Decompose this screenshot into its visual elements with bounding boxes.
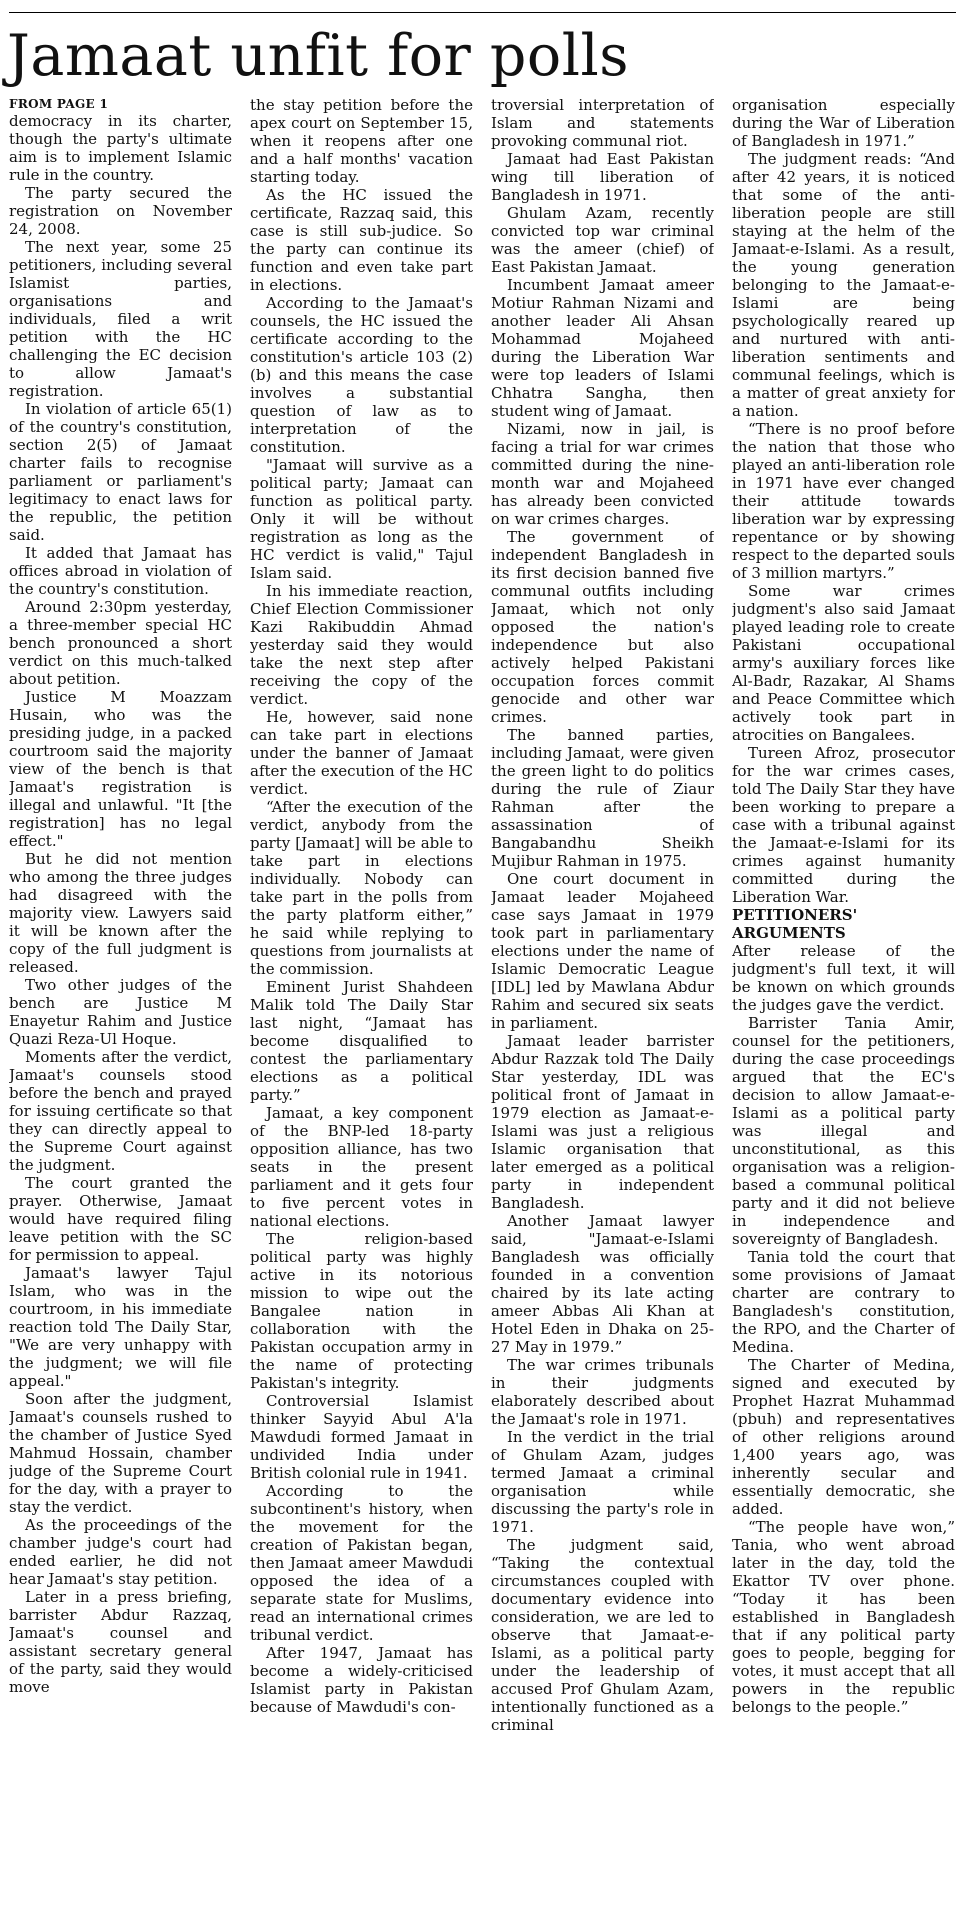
paragraph: Tureen Afroz, prosecutor for the war crimes cases, told The Daily Star they have been working to prepare a case with a tribunal against the Jamaat-e-Islami for its crimes against humanity committed during the Liberation War. bbox=[732, 744, 955, 906]
paragraph: The party secured the registration on November 24, 2008. bbox=[9, 184, 232, 238]
paragraph: The religion-based political party was highly active in its notorious mission to wipe out the Bangalee nation in collaboration with the Pakistan occupation army in the name of protecting Pakistan's integrity. bbox=[250, 1230, 473, 1392]
paragraph: Later in a press briefing, barrister Abdur Razzaq, Jamaat's counsel and assistant secretary general of the party, said they would move bbox=[9, 1588, 232, 1696]
paragraph: The court granted the prayer. Otherwise, Jamaat would have required filing leave petition with the SC for permission to appeal. bbox=[9, 1174, 232, 1264]
subhead: PETITIONERS' ARGUMENTS bbox=[732, 906, 858, 942]
paragraph: Tania told the court that some provisions of Jamaat charter are contrary to Bangladesh's constitution, the RPO, and the Charter of Medina. bbox=[732, 1248, 955, 1356]
paragraph: Jamaat's lawyer Tajul Islam, who was in the courtroom, in his immediate reaction told The Daily Star, "We are very unhappy with the judgment; we will file appeal." bbox=[9, 1264, 232, 1390]
paragraph: “The people have won,” Tania, who went abroad later in the day, told the Ekattor TV over phone. “Today it has been established in Bangladesh that if any political party goes to people, begging for votes, it must accept that all powers in the republic belongs to the people.” bbox=[732, 1518, 955, 1716]
paragraph: In the verdict in the trial of Ghulam Azam, judges termed Jamaat a criminal organisation while discussing the party's role in 1971. bbox=[491, 1428, 714, 1536]
top-rule bbox=[9, 12, 956, 13]
paragraph: “After the execution of the verdict, anybody from the party [Jamaat] will be able to take part in elections individually. Nobody can take part in the polls from the party platform either,” he said while replying to questions from journalists at the commission. bbox=[250, 798, 473, 978]
paragraph: Jamaat had East Pakistan wing till liberation of Bangladesh in 1971. bbox=[491, 150, 714, 204]
paragraph: Controversial Islamist thinker Sayyid Abul A'la Mawdudi formed Jamaat in undivided India under British colonial rule in 1941. bbox=[250, 1392, 473, 1482]
paragraph: “There is no proof before the nation that those who played an anti-liberation role in 1971 have ever changed their attitude towards liberation war by expressing repentance or by showing respect to the departed souls of 3 million martyrs.” bbox=[732, 420, 955, 582]
paragraph: The banned parties, including Jamaat, were given the green light to do politics during the rule of Ziaur Rahman after the assassination of Bangabandhu Sheikh Mujibur Rahman in 1975. bbox=[491, 726, 714, 870]
paragraph: He, however, said none can take part in elections under the banner of Jamaat after the execution of the HC verdict. bbox=[250, 708, 473, 798]
paragraph: After 1947, Jamaat has become a widely-criticised Islamist party in Pakistan because of Mawdudi's con- bbox=[250, 1644, 473, 1716]
paragraph: the stay petition before the apex court on September 15, when it reopens after one and a half months' vacation starting today. bbox=[250, 96, 473, 186]
column-3 bbox=[491, 96, 714, 1901]
paragraph: It added that Jamaat has offices abroad in violation of the country's constitution. bbox=[9, 544, 232, 598]
paragraph: The judgment said, “Taking the contextual circumstances coupled with documentary evidence into consideration, we are led to observe that Jamaat-e-Islami, as a political party under the leadership of accused Prof Ghulam Azam, intentionally functioned as a criminal bbox=[491, 1536, 714, 1734]
paragraph: In his immediate reaction, Chief Election Commissioner Kazi Rakibuddin Ahmad yesterday said they would take the next step after receiving the copy of the verdict. bbox=[250, 582, 473, 708]
paragraph: As the proceedings of the chamber judge's court had ended earlier, he did not hear Jamaat's stay petition. bbox=[9, 1516, 232, 1588]
paragraph: One court document in Jamaat leader Mojaheed case says Jamaat in 1979 took part in parliamentary elections under the name of Islamic Democratic League [IDL] led by Mawlana Abdur Rahim and secured six seats in parliament. bbox=[491, 870, 714, 1032]
column-1 bbox=[9, 96, 232, 1901]
paragraph: The war crimes tribunals in their judgments elaborately described about the Jamaat's role in 1971. bbox=[491, 1356, 714, 1428]
column-2 bbox=[250, 96, 473, 1901]
headline: Jamaat unfit for polls bbox=[7, 23, 629, 89]
paragraph: Nizami, now in jail, is facing a trial for war crimes committed during the nine-month war and Mojaheed has already been convicted on war crimes charges. bbox=[491, 420, 714, 528]
article-body bbox=[9, 96, 955, 1901]
paragraph: The next year, some 25 petitioners, including several Islamist parties, organisations and individuals, filed a writ petition with the HC challenging the EC decision to allow Jamaat's registration. bbox=[9, 238, 232, 400]
paragraph: Moments after the verdict, Jamaat's counsels stood before the bench and prayed for issuing certificate so that they can directly appeal to the Supreme Court against the judgment. bbox=[9, 1048, 232, 1174]
paragraph: According to the Jamaat's counsels, the HC issued the certificate according to the constitution's article 103 (2) (b) and this means the case involves a substantial question of law as to interpretation of the constitution. bbox=[250, 294, 473, 456]
paragraph: Around 2:30pm yesterday, a three-member special HC bench pronounced a short verdict on this much-talked about petition. bbox=[9, 598, 232, 688]
paragraph: "Jamaat will survive as a political party; Jamaat can function as political party. Only it will be without registration as long as the HC verdict is valid," Tajul Islam said. bbox=[250, 456, 473, 582]
paragraph: As the HC issued the certificate, Razzaq said, this case is still sub-judice. So the party can continue its function and even take part in elections. bbox=[250, 186, 473, 294]
paragraph: Jamaat leader barrister Abdur Razzak told The Daily Star yesterday, IDL was political front of Jamaat in 1979 election as Jamaat-e-Islami was just a religious Islamic organisation that later emerged as a political party in independent Bangladesh. bbox=[491, 1032, 714, 1212]
paragraph: troversial interpretation of Islam and statements provoking communal riot. bbox=[491, 96, 714, 150]
paragraph: Jamaat, a key component of the BNP-led 18-party opposition alliance, has two seats in the present parliament and it gets four to five percent votes in national elections. bbox=[250, 1104, 473, 1230]
paragraph: organisation especially during the War of Liberation of Bangladesh in 1971.” bbox=[732, 96, 955, 150]
column-4 bbox=[732, 96, 955, 1901]
paragraph: The government of independent Bangladesh in its first decision banned five communal outfits including Jamaat, which not only opposed the nation's independence but also actively helped Pakistani occupation forces commit genocide and other war crimes. bbox=[491, 528, 714, 726]
paragraph: democracy in its charter, though the party's ultimate aim is to implement Islamic rule in the country. bbox=[9, 112, 232, 184]
paragraph: The Charter of Medina, signed and executed by Prophet Hazrat Muhammad (pbuh) and representatives of other religions around 1,400 years ago, was inherently secular and essentially democratic, she added. bbox=[732, 1356, 955, 1518]
paragraph: Incumbent Jamaat ameer Motiur Rahman Nizami and another leader Ali Ahsan Mohammad Mojaheed during the Liberation War were top leaders of Islami Chhatra Sangha, then student wing of Jamaat. bbox=[491, 276, 714, 420]
paragraph: But he did not mention who among the three judges had disagreed with the majority view. Lawyers said it will be known after the copy of the full judgment is released. bbox=[9, 850, 232, 976]
kicker: FROM PAGE 1 bbox=[9, 97, 109, 111]
paragraph: Barrister Tania Amir, counsel for the petitioners, during the case proceedings argued that the EC's decision to allow Jamaat-e-Islami as a political party was illegal and unconstitutional, as this organisation was a religion-based a communal political party and it did not believe in independence and sovereignty of Bangladesh. bbox=[732, 1014, 955, 1248]
paragraph: Some war crimes judgment's also said Jamaat played leading role to create Pakistani occupational army's auxiliary forces like Al-Badr, Razakar, Al Shams and Peace Committee which actively took part in atrocities on Bangalees. bbox=[732, 582, 955, 744]
paragraph: Another Jamaat lawyer said, "Jamaat-e-Islami Bangladesh was officially founded in a convention chaired by its late acting ameer Abbas Ali Khan at Hotel Eden in Dhaka on 25-27 May in 1979.” bbox=[491, 1212, 714, 1356]
paragraph: In violation of article 65(1) of the country's constitution, section 2(5) of Jamaat charter fails to recognise parliament or parliament's legitimacy to enact laws for the republic, the petition said. bbox=[9, 400, 232, 544]
paragraph: Two other judges of the bench are Justice M Enayetur Rahim and Justice Quazi Reza-Ul Hoque. bbox=[9, 976, 232, 1048]
paragraph: The judgment reads: “And after 42 years, it is noticed that some of the anti-liberation people are still staying at the helm of the Jamaat-e-Islami. As a result, the young generation belonging to the Jamaat-e-Islami are being psychologically reared up and nurtured with anti-liberation sentiments and communal feelings, which is a matter of great anxiety for a nation. bbox=[732, 150, 955, 420]
paragraph: Soon after the judgment, Jamaat's counsels rushed to the chamber of Justice Syed Mahmud Hossain, chamber judge of the Supreme Court for the day, with a prayer to stay the verdict. bbox=[9, 1390, 232, 1516]
paragraph: Ghulam Azam, recently convicted top war criminal was the ameer (chief) of East Pakistan Jamaat. bbox=[491, 204, 714, 276]
paragraph: Justice M Moazzam Husain, who was the presiding judge, in a packed courtroom said the majority view of the bench is that Jamaat's registration is illegal and unlawful. "It [the registration] has no legal effect." bbox=[9, 688, 232, 850]
paragraph: After release of the judgment's full text, it will be known on which grounds the judges gave the verdict. bbox=[732, 942, 955, 1014]
paragraph: Eminent Jurist Shahdeen Malik told The Daily Star last night, “Jamaat has become disqualified to contest the parliamentary elections as a political party.” bbox=[250, 978, 473, 1104]
paragraph: According to the subcontinent's history, when the movement for the creation of Pakistan began, then Jamaat ameer Mawdudi opposed the idea of a separate state for Muslims, read an international crimes tribunal verdict. bbox=[250, 1482, 473, 1644]
